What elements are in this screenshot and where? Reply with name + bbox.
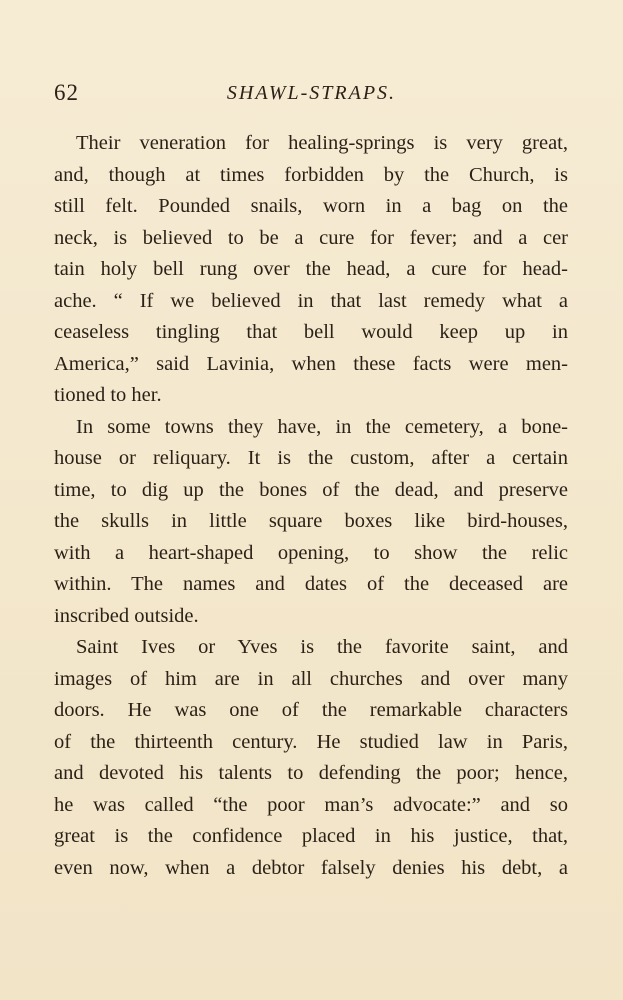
text-line: inscribed outside. <box>54 604 199 627</box>
text-line: within. The names and dates of the deceased are <box>54 573 568 595</box>
running-title: SHAWL-STRAPS. <box>226 82 397 104</box>
paragraph-1 <box>54 128 568 412</box>
text-line: he was called “the poor man’s advocate:” and so <box>54 793 568 816</box>
text-line: of the thirteenth century. He studied law in Paris, <box>54 730 568 753</box>
text-line: doors. He was one of the remarkable characters <box>54 699 568 721</box>
text-line: ache. “ If we believed in that last remedy what a <box>54 289 568 312</box>
text-line: and devoted his talents to defending the poor; hence, <box>54 762 568 784</box>
running-head <box>0 80 623 110</box>
text-line: and, though at times forbidden by the Church, is <box>54 163 568 186</box>
text-line: tain holy bell rung over the head, a cure for head- <box>54 258 568 280</box>
text-line: Their veneration for healing-springs is very great, <box>76 132 568 154</box>
text-line: still felt. Pounded snails, worn in a bag on the <box>54 195 568 217</box>
text-line: ceaseless tingling that bell would keep up in <box>54 321 568 343</box>
text-line: even now, when a debtor falsely denies his debt, a <box>54 856 568 879</box>
text-line: images of him are in all churches and over many <box>54 667 568 690</box>
text-line: great is the confidence placed in his justice, that, <box>54 825 568 847</box>
text-line: time, to dig up the bones of the dead, and preserve <box>54 478 568 501</box>
text-line: the skulls in little square boxes like bird-houses, <box>54 510 568 532</box>
text-line: In some towns they have, in the cemetery, a bone- <box>76 415 568 438</box>
text-line: house or reliquary. It is the custom, after a certain <box>54 447 568 469</box>
text-line: Saint Ives or Yves is the favorite saint, and <box>76 636 568 658</box>
paragraph-2 <box>54 412 568 633</box>
text-line: with a heart-shaped opening, to show the relic <box>54 541 568 564</box>
text-line: America,” said Lavinia, when these facts were men- <box>54 352 568 375</box>
page-number: 62 <box>54 80 79 105</box>
paragraph-3 <box>54 632 568 884</box>
text-line: tioned to her. <box>54 384 162 406</box>
body-text <box>54 128 568 884</box>
text-line: neck, is believed to be a cure for fever; and a cer <box>54 226 568 249</box>
